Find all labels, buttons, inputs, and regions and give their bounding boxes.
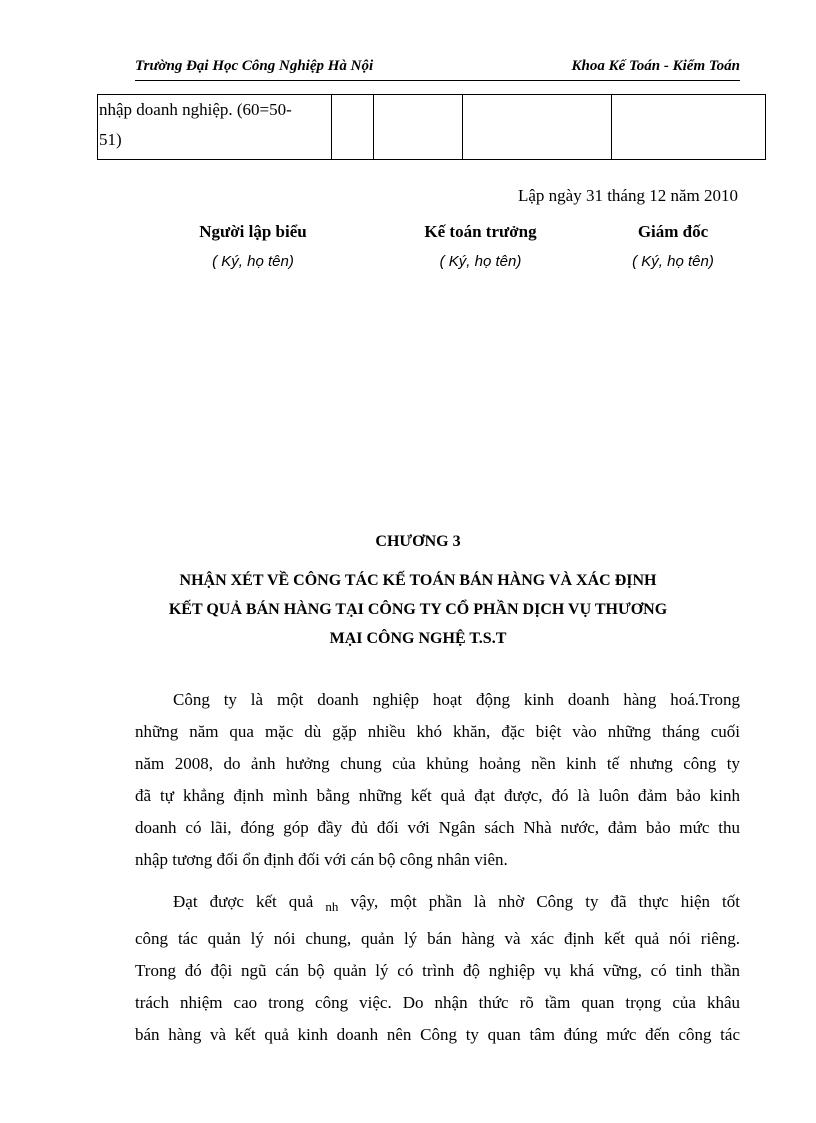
paragraph-1 xyxy=(135,684,740,876)
paragraph-2 xyxy=(135,886,740,1051)
paragraph-text: vậy, một phần là nhờ Công ty đã thực hiện tốt xyxy=(350,892,741,911)
report-table-fragment xyxy=(97,94,766,160)
paragraph-line: nhập tương đối ổn định đối với cán bộ công nhân viên. xyxy=(135,850,508,869)
signature-title: Kế toán trưởng xyxy=(424,222,537,241)
table-cell-text-line2: 51) xyxy=(99,130,122,149)
chapter-title-line: MẠI CÔNG NGHỆ T.S.T xyxy=(329,630,507,647)
paragraph-first-line xyxy=(135,886,740,923)
table-row xyxy=(98,95,766,160)
paragraph-line: doanh có lãi, đóng góp đầy đủ đối với Ngân sách Nhà nước, đảm bảo mức thu xyxy=(135,818,740,837)
table-cell-empty xyxy=(374,95,463,160)
paragraph-text: Đạt được kết quả xyxy=(173,892,314,911)
chapter-title xyxy=(100,566,736,653)
paragraph-line: Trong đó đội ngũ cán bộ quản lý có trình độ nghiệp vụ khá vững, có tinh thần xyxy=(135,961,740,980)
signature-note: ( Ký, họ tên) xyxy=(632,253,714,270)
signature-title: Người lập biểu xyxy=(199,222,307,241)
header-department: Khoa Kế Toán - Kiểm Toán xyxy=(571,58,740,74)
signature-block-director xyxy=(608,219,738,270)
signature-note: ( Ký, họ tên) xyxy=(212,253,294,270)
table-cell-empty xyxy=(612,95,766,160)
paragraph-line: trách nhiệm cao trong công việc. Do nhận thức rõ tầm quan trọng của khâu xyxy=(135,993,740,1012)
paragraph-line: Công ty là một doanh nghiệp hoạt động kinh doanh hàng hoá.Trong xyxy=(173,690,740,709)
paragraph-text-small: nh xyxy=(325,899,339,914)
signature-block-chief-accountant xyxy=(403,219,558,270)
header-school: Trường Đại Học Công Nghiệp Hà Nội xyxy=(135,58,374,74)
paragraph-line: đã tự khẳng định mình bằng những kết quả đạt được, đó là luôn đảm bảo kinh xyxy=(135,786,740,805)
signature-title: Giám đốc xyxy=(637,222,709,241)
header-divider xyxy=(135,80,740,81)
page-header xyxy=(135,58,740,78)
chapter-title-line: KẾT QUẢ BÁN HÀNG TẠI CÔNG TY CỔ PHẦN DỊCH VỤ THƯƠNG xyxy=(168,601,668,618)
paragraph-line: công tác quản lý nói chung, quản lý bán hàng và xác định kết quả nói riêng. xyxy=(135,929,740,948)
table-cell-text-line1: nhập doanh nghiệp. (60=50- xyxy=(99,100,292,119)
paragraph-line: những năm qua mặc dù gặp nhiều khó khăn, đặc biệt vào những tháng cuối xyxy=(135,722,740,741)
signature-note: ( Ký, họ tên) xyxy=(439,253,522,270)
date-line: Lập ngày 31 tháng 12 năm 2010 xyxy=(517,186,738,205)
signature-block-preparer xyxy=(178,219,328,270)
table-cell-empty xyxy=(463,95,612,160)
table-cell-empty xyxy=(332,95,374,160)
chapter-label: CHƯƠNG 3 xyxy=(375,533,461,550)
table-cell-item xyxy=(98,95,332,160)
chapter-title-line: NHẬN XÉT VỀ CÔNG TÁC KẾ TOÁN BÁN HÀNG VÀ XÁC ĐỊNH xyxy=(179,572,657,589)
paragraph-line: bán hàng và kết quả kinh doanh nên Công ty quan tâm đúng mức đến công tác xyxy=(135,1025,740,1044)
paragraph-line: năm 2008, do ảnh hưởng chung của khủng hoảng nền kinh tế nhưng công ty xyxy=(135,754,740,773)
